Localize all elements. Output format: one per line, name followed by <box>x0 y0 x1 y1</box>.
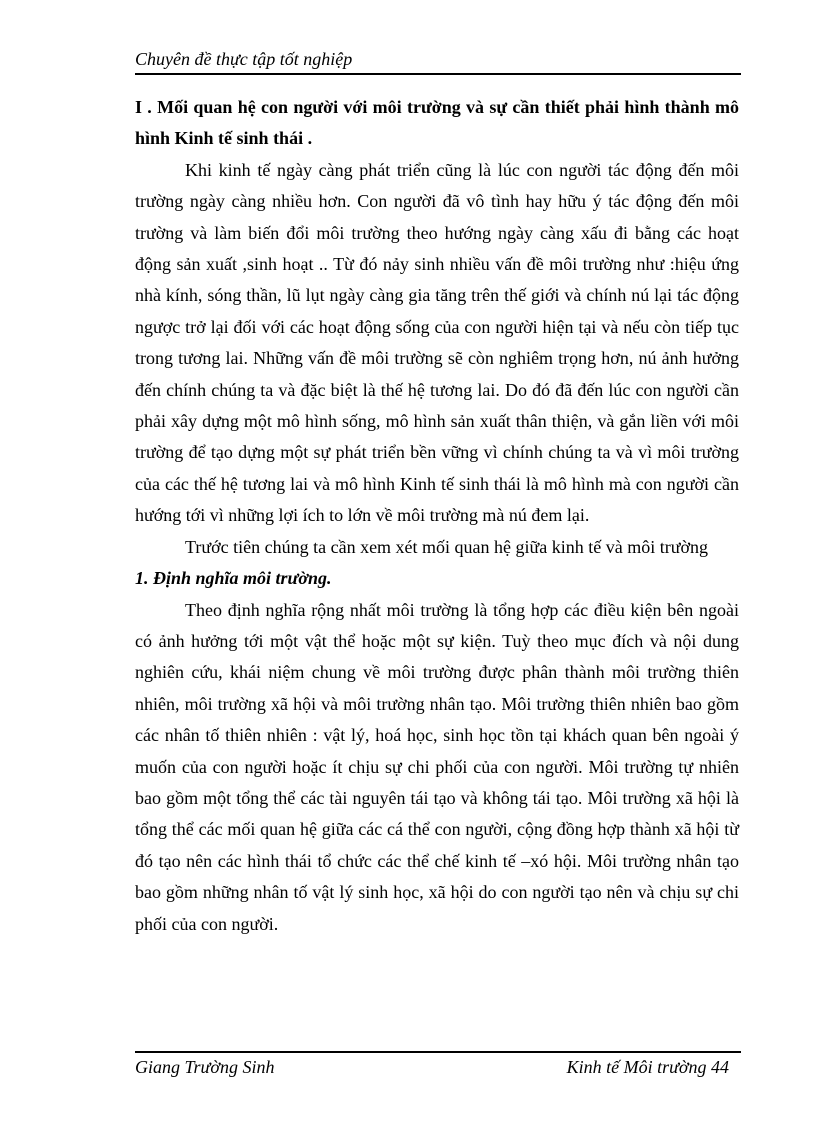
paragraph-2: Trước tiên chúng ta cần xem xét mối quan hệ giữa kinh tế và môi trường <box>185 536 709 557</box>
footer-class-info: Kinh tế Môi trường 44 <box>566 1057 729 1077</box>
footer-author: Giang Trường Sinh <box>135 1057 275 1077</box>
header-title: Chuyên đề thực tập tốt nghiệp <box>135 49 353 69</box>
document-body <box>135 92 739 940</box>
page-footer <box>135 1051 741 1077</box>
paragraph-1: Khi kinh tế ngày càng phát triển cũng là lúc con người tác động đến môi trường ngày càng nhiều hơn. Con người đã vô tình hay hữu ý tác động đến môi trường và làm biến đổi môi trường theo hướng ngày càng xấu đi bằng các hoạt động sản xuất ,sinh hoạt .. Từ đó nảy sinh nhiều vấn đề môi trường như :hiệu ứng nhà kính, sóng thần, lũ lụt ngày càng gia tăng trên thế giới và chính nú lại tác động ngược trở lại đối với các hoạt động sống của con người hiện tại và nếu còn tiếp tục trong tương lai. Những vấn đề môi trường sẽ còn nghiêm trọng hơn, nú ảnh hưởng đến chính chúng ta và đặc biệt là thế hệ tương lai. Do đó đã đến lúc con người cần phải xây dựng một mô hình sống, mô hình sản xuất thân thiện, và gắn liền với môi trường để tạo dựng một sự phát triển bền vững vì chính chúng ta và vì môi trường của các thế hệ tương lai và mô hình Kinh tế sinh thái là mô hình mà con người cần hướng tới vì những lợi ích to lớn về môi trường mà nú đem lại. <box>135 159 739 526</box>
section-heading: I . Mối quan hệ con người với môi trường và sự cần thiết phải hình thành mô hình Kinh tế sinh thái . <box>135 97 739 149</box>
subsection-heading: 1. Định nghĩa môi trường. <box>135 568 332 589</box>
paragraph-3: Theo định nghĩa rộng nhất môi trường là tổng hợp các điều kiện bên ngoài có ảnh hưởng tới một vật thể hoặc một sự kiện. Tuỳ theo mục đích và nội dung nghiên cứu, khái niệm chung về môi trường được phân thành môi trường thiên nhiên, môi trường xã hội và môi trường nhân tạo. Môi trường thiên nhiên bao gồm các nhân tố thiên nhiên : vật lý, hoá học, sinh học tồn tại khách quan bên ngoài ý muốn của con người hoặc ít chịu sự chi phối của con người. Môi trường tự nhiên bao gồm một tổng thể các tài nguyên tái tạo và không tái tạo. Môi trường xã hội là tổng thể các mối quan hệ giữa các cá thể con người, cộng đồng hợp thành xã hội từ đó tạo nên các hình thái tổ chức các thể chế kinh tế –xó hội. Môi trường nhân tạo bao gồm những nhân tố vật lý sinh học, xã hội do con người tạo nên và chịu sự chi phối của con người. <box>135 599 739 934</box>
page-header <box>135 47 741 75</box>
